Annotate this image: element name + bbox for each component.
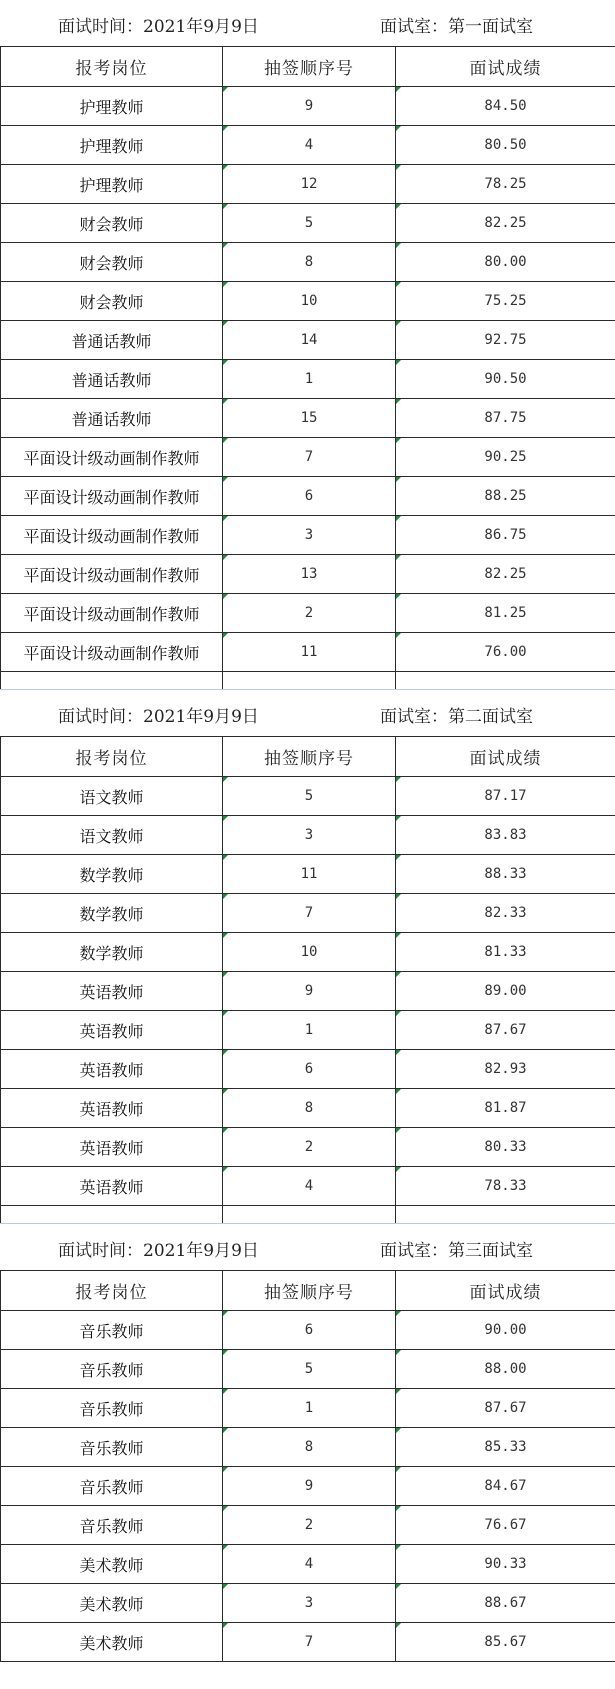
draw-order-cell: 5 — [304, 1361, 314, 1377]
score-cell: 85.33 — [484, 1439, 527, 1455]
empty-row — [1, 1206, 615, 1224]
cell-marker-triangle — [223, 477, 228, 482]
score-cell: 90.33 — [484, 1556, 527, 1572]
cell-marker-triangle — [396, 633, 401, 638]
cell-marker-triangle — [223, 516, 228, 521]
table-row — [1, 594, 615, 633]
post-cell: 英语教师 — [79, 982, 144, 1002]
score-cell: 87.67 — [484, 1400, 527, 1416]
cell-marker-triangle — [396, 1311, 401, 1316]
cell-marker-triangle — [223, 855, 228, 860]
table-row — [1, 204, 615, 243]
table-row — [1, 1467, 615, 1506]
score-cell: 90.50 — [484, 371, 527, 387]
column-header-order: 抽签顺序号 — [223, 47, 396, 87]
draw-order-cell: 15 — [300, 410, 318, 426]
draw-order-cell: 6 — [304, 1061, 314, 1077]
post-cell: 护理教师 — [79, 97, 144, 117]
table-row — [1, 1506, 615, 1545]
draw-order-cell: 8 — [304, 254, 314, 270]
cell-marker-triangle — [396, 1545, 401, 1550]
post-cell: 财会教师 — [79, 214, 144, 234]
column-header-post: 报考岗位 — [1, 47, 223, 87]
post-cell: 平面设计级动画制作教师 — [23, 565, 200, 585]
cell-marker-triangle — [223, 1467, 228, 1472]
table-row — [1, 165, 615, 204]
cell-marker-triangle — [223, 360, 228, 365]
cell-marker-triangle — [223, 1506, 228, 1511]
draw-order-cell: 2 — [304, 1139, 314, 1155]
cell-marker-triangle — [396, 933, 401, 938]
cell-marker-triangle — [223, 933, 228, 938]
score-cell: 78.25 — [484, 176, 527, 192]
post-cell: 普通话教师 — [71, 370, 152, 390]
table-row — [1, 282, 615, 321]
score-cell: 80.50 — [484, 137, 527, 153]
cell-marker-triangle — [223, 1389, 228, 1394]
table-row — [1, 1428, 615, 1467]
table-row — [1, 972, 615, 1011]
post-cell: 护理教师 — [79, 136, 144, 156]
column-header-score: 面试成绩 — [396, 47, 615, 87]
cell-marker-triangle — [396, 399, 401, 404]
post-cell: 数学教师 — [79, 943, 144, 963]
score-cell: 89.00 — [484, 983, 527, 999]
score-cell: 84.50 — [484, 98, 527, 114]
cell-marker-triangle — [396, 87, 401, 92]
score-cell: 88.00 — [484, 1361, 527, 1377]
cell-marker-triangle — [396, 972, 401, 977]
draw-order-cell: 6 — [304, 1322, 314, 1338]
cell-marker-triangle — [223, 1428, 228, 1433]
empty-row — [1, 672, 615, 690]
column-header-score: 面试成绩 — [396, 1271, 615, 1311]
cell-marker-triangle — [223, 555, 228, 560]
score-table — [0, 736, 615, 1224]
column-header-order: 抽签顺序号 — [223, 737, 396, 777]
score-cell: 76.00 — [484, 644, 527, 660]
score-cell: 80.00 — [484, 254, 527, 270]
table-row — [1, 438, 615, 477]
table-row — [1, 555, 615, 594]
table-row — [1, 633, 615, 672]
cell-marker-triangle — [396, 321, 401, 326]
cell-marker-triangle — [396, 777, 401, 782]
interview-room-label: 面试室：第三面试室 — [380, 1241, 533, 1261]
room-section-2 — [0, 690, 615, 1224]
cell-marker-triangle — [223, 633, 228, 638]
table-row — [1, 1584, 615, 1623]
post-cell: 音乐教师 — [79, 1516, 144, 1536]
table-row — [1, 399, 615, 438]
draw-order-cell: 9 — [304, 983, 314, 999]
score-cell: 80.33 — [484, 1139, 527, 1155]
cell-marker-triangle — [223, 777, 228, 782]
table-row — [1, 516, 615, 555]
cell-marker-triangle — [396, 855, 401, 860]
cell-marker-triangle — [223, 1545, 228, 1550]
cell-marker-triangle — [396, 204, 401, 209]
table-row — [1, 855, 615, 894]
post-cell: 英语教师 — [79, 1060, 144, 1080]
post-cell: 音乐教师 — [79, 1399, 144, 1419]
cell-marker-triangle — [396, 816, 401, 821]
post-cell: 平面设计级动画制作教师 — [23, 448, 200, 468]
cell-marker-triangle — [223, 1011, 228, 1016]
column-header-post: 报考岗位 — [1, 1271, 223, 1311]
cell-marker-triangle — [396, 894, 401, 899]
post-cell: 美术教师 — [79, 1555, 144, 1575]
column-header-order: 抽签顺序号 — [223, 1271, 396, 1311]
cell-marker-triangle — [396, 438, 401, 443]
post-cell: 财会教师 — [79, 253, 144, 273]
draw-order-cell: 5 — [304, 215, 314, 231]
score-cell: 88.67 — [484, 1595, 527, 1611]
score-cell: 81.25 — [484, 605, 527, 621]
section-heading — [0, 1224, 615, 1270]
interview-date-label: 面试时间：2021年9月9日 — [58, 707, 259, 727]
cell-marker-triangle — [396, 1389, 401, 1394]
score-cell: 82.93 — [484, 1061, 527, 1077]
cell-marker-triangle — [223, 87, 228, 92]
post-cell: 普通话教师 — [71, 409, 152, 429]
draw-order-cell: 3 — [304, 827, 314, 843]
draw-order-cell: 7 — [304, 905, 314, 921]
cell-marker-triangle — [223, 126, 228, 131]
interview-date-label: 面试时间：2021年9月9日 — [58, 1241, 259, 1261]
table-body — [1, 777, 615, 1206]
score-cell: 86.75 — [484, 527, 527, 543]
cell-marker-triangle — [223, 1623, 228, 1628]
draw-order-cell: 2 — [304, 1517, 314, 1533]
score-cell: 88.25 — [484, 488, 527, 504]
post-cell: 护理教师 — [79, 175, 144, 195]
cell-marker-triangle — [223, 1350, 228, 1355]
cell-marker-triangle — [223, 165, 228, 170]
draw-order-cell: 11 — [300, 866, 318, 882]
score-cell: 82.25 — [484, 566, 527, 582]
post-cell: 美术教师 — [79, 1594, 144, 1614]
cell-marker-triangle — [396, 1350, 401, 1355]
cell-marker-triangle — [396, 477, 401, 482]
draw-order-cell: 1 — [304, 1400, 314, 1416]
table-body — [1, 1311, 615, 1662]
cell-marker-triangle — [223, 1167, 228, 1172]
cell-marker-triangle — [396, 594, 401, 599]
draw-order-cell: 5 — [304, 788, 314, 804]
table-header-row — [1, 737, 615, 777]
post-cell: 音乐教师 — [79, 1477, 144, 1497]
table-row — [1, 1311, 615, 1350]
cell-marker-triangle — [396, 1584, 401, 1589]
score-cell: 87.17 — [484, 788, 527, 804]
cell-marker-triangle — [396, 360, 401, 365]
table-row — [1, 816, 615, 855]
table-header-row — [1, 1271, 615, 1311]
post-cell: 英语教师 — [79, 1021, 144, 1041]
post-cell: 数学教师 — [79, 904, 144, 924]
score-cell: 76.67 — [484, 1517, 527, 1533]
table-row — [1, 1128, 615, 1167]
cell-marker-triangle — [396, 1467, 401, 1472]
table-row — [1, 1050, 615, 1089]
post-cell: 数学教师 — [79, 865, 144, 885]
cell-marker-triangle — [223, 972, 228, 977]
draw-order-cell: 10 — [300, 293, 318, 309]
draw-order-cell: 4 — [304, 1556, 314, 1572]
interview-room-label: 面试室：第二面试室 — [380, 707, 533, 727]
cell-marker-triangle — [223, 438, 228, 443]
cell-marker-triangle — [396, 1089, 401, 1094]
post-cell: 平面设计级动画制作教师 — [23, 526, 200, 546]
draw-order-cell: 10 — [300, 944, 318, 960]
cell-marker-triangle — [223, 243, 228, 248]
draw-order-cell: 9 — [304, 98, 314, 114]
score-cell: 87.67 — [484, 1022, 527, 1038]
cell-marker-triangle — [223, 816, 228, 821]
score-cell: 90.25 — [484, 449, 527, 465]
cell-marker-triangle — [223, 204, 228, 209]
draw-order-cell: 14 — [300, 332, 318, 348]
post-cell: 财会教师 — [79, 292, 144, 312]
cell-marker-triangle — [396, 1623, 401, 1628]
cell-marker-triangle — [396, 516, 401, 521]
post-cell: 普通话教师 — [71, 331, 152, 351]
cell-marker-triangle — [396, 1506, 401, 1511]
post-cell: 音乐教师 — [79, 1321, 144, 1341]
cell-marker-triangle — [396, 1011, 401, 1016]
cell-marker-triangle — [223, 399, 228, 404]
cell-marker-triangle — [396, 1167, 401, 1172]
table-row — [1, 1089, 615, 1128]
table-row — [1, 894, 615, 933]
score-cell: 88.33 — [484, 866, 527, 882]
draw-order-cell: 6 — [304, 488, 314, 504]
table-row — [1, 321, 615, 360]
post-cell: 平面设计级动画制作教师 — [23, 604, 200, 624]
column-header-score: 面试成绩 — [396, 737, 615, 777]
section-heading — [0, 0, 615, 46]
draw-order-cell: 11 — [300, 644, 318, 660]
draw-order-cell: 3 — [304, 1595, 314, 1611]
interview-room-label: 面试室：第一面试室 — [380, 17, 533, 37]
score-table — [0, 1270, 615, 1662]
draw-order-cell: 4 — [304, 1178, 314, 1194]
table-row — [1, 1011, 615, 1050]
post-cell: 语文教师 — [79, 787, 144, 807]
interview-date-label: 面试时间：2021年9月9日 — [58, 17, 259, 37]
cell-marker-triangle — [396, 1050, 401, 1055]
section-heading — [0, 690, 615, 736]
score-cell: 81.87 — [484, 1100, 527, 1116]
cell-marker-triangle — [223, 894, 228, 899]
draw-order-cell: 4 — [304, 137, 314, 153]
room-section-1 — [0, 0, 615, 690]
score-cell: 90.00 — [484, 1322, 527, 1338]
score-cell: 92.75 — [484, 332, 527, 348]
cell-marker-triangle — [396, 1428, 401, 1433]
cell-marker-triangle — [396, 1128, 401, 1133]
cell-marker-triangle — [223, 1050, 228, 1055]
cell-marker-triangle — [223, 282, 228, 287]
score-cell: 81.33 — [484, 944, 527, 960]
table-body — [1, 87, 615, 672]
draw-order-cell: 3 — [304, 527, 314, 543]
draw-order-cell: 12 — [300, 176, 318, 192]
cell-marker-triangle — [223, 321, 228, 326]
cell-marker-triangle — [223, 1089, 228, 1094]
table-row — [1, 1623, 615, 1662]
post-cell: 音乐教师 — [79, 1360, 144, 1380]
table-row — [1, 1167, 615, 1206]
cell-marker-triangle — [396, 282, 401, 287]
draw-order-cell: 1 — [304, 1022, 314, 1038]
table-row — [1, 126, 615, 165]
post-cell: 英语教师 — [79, 1177, 144, 1197]
cell-marker-triangle — [396, 555, 401, 560]
draw-order-cell: 9 — [304, 1478, 314, 1494]
table-row — [1, 360, 615, 399]
score-cell: 83.83 — [484, 827, 527, 843]
table-row — [1, 1389, 615, 1428]
draw-order-cell: 7 — [304, 1634, 314, 1650]
post-cell: 英语教师 — [79, 1138, 144, 1158]
cell-marker-triangle — [223, 594, 228, 599]
draw-order-cell: 7 — [304, 449, 314, 465]
table-row — [1, 243, 615, 282]
post-cell: 音乐教师 — [79, 1438, 144, 1458]
score-table — [0, 46, 615, 690]
cell-marker-triangle — [396, 165, 401, 170]
post-cell: 语文教师 — [79, 826, 144, 846]
draw-order-cell: 8 — [304, 1100, 314, 1116]
draw-order-cell: 2 — [304, 605, 314, 621]
column-header-post: 报考岗位 — [1, 737, 223, 777]
draw-order-cell: 13 — [300, 566, 318, 582]
score-cell: 85.67 — [484, 1634, 527, 1650]
cell-marker-triangle — [223, 1311, 228, 1316]
post-cell: 平面设计级动画制作教师 — [23, 643, 200, 663]
score-cell: 87.75 — [484, 410, 527, 426]
cell-marker-triangle — [396, 243, 401, 248]
cell-marker-triangle — [223, 1584, 228, 1589]
cell-marker-triangle — [223, 1128, 228, 1133]
score-cell: 75.25 — [484, 293, 527, 309]
post-cell: 平面设计级动画制作教师 — [23, 487, 200, 507]
table-row — [1, 1545, 615, 1584]
post-cell: 英语教师 — [79, 1099, 144, 1119]
cell-marker-triangle — [396, 126, 401, 131]
table-header-row — [1, 47, 615, 87]
table-row — [1, 87, 615, 126]
draw-order-cell: 1 — [304, 371, 314, 387]
draw-order-cell: 8 — [304, 1439, 314, 1455]
table-row — [1, 777, 615, 816]
score-cell: 78.33 — [484, 1178, 527, 1194]
score-cell: 84.67 — [484, 1478, 527, 1494]
table-row — [1, 477, 615, 516]
table-row — [1, 1350, 615, 1389]
room-section-3 — [0, 1224, 615, 1662]
score-cell: 82.25 — [484, 215, 527, 231]
score-cell: 82.33 — [484, 905, 527, 921]
post-cell: 美术教师 — [79, 1633, 144, 1653]
table-row — [1, 933, 615, 972]
